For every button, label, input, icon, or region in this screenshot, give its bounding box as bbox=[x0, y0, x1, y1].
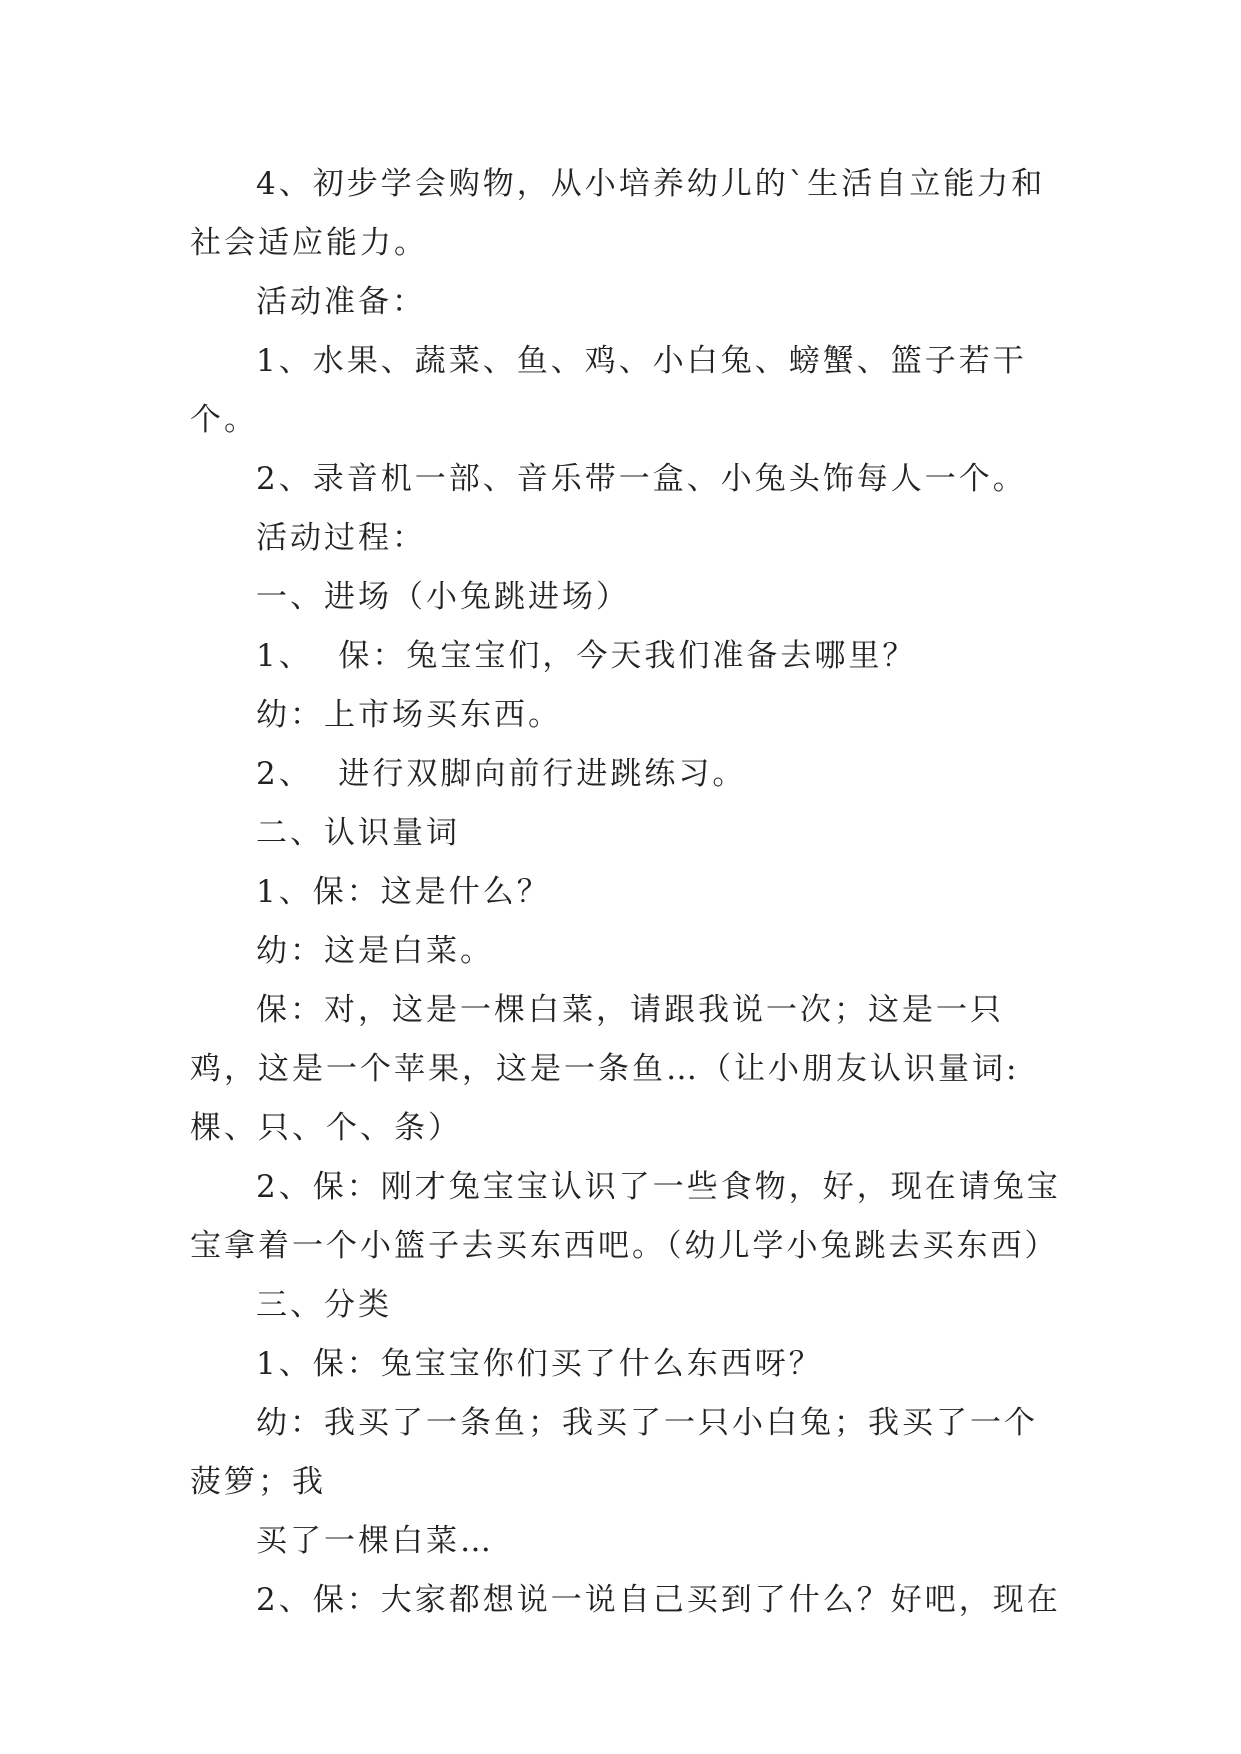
section-heading-classification: 三、分类 bbox=[256, 1287, 392, 1323]
paragraph-preparation-2: 2、录音机一部、音乐带一盒、小兔头饰每人一个。 bbox=[256, 461, 1027, 497]
document-page bbox=[190, 155, 1070, 1630]
paragraph-child-reply: 幼：上市场买东西。 bbox=[256, 697, 562, 733]
section-heading-measure-words: 二、认识量词 bbox=[256, 815, 460, 851]
paragraph-measure-2: 2、保：刚才兔宝宝认识了一些食物，好，现在请兔宝宝拿着一个小篮子去买东西吧。（幼儿学小兔跳去买东西） bbox=[190, 1169, 1061, 1264]
heading-activity-preparation: 活动准备： bbox=[256, 284, 426, 320]
paragraph-preparation-1: 1、水果、蔬菜、鱼、鸡、小白兔、螃蟹、篮子若干个。 bbox=[190, 343, 1027, 438]
paragraph-classification-2: 2、保：大家都想说一说自己买到了什么？好吧，现在 bbox=[256, 1582, 1061, 1618]
paragraph-child-purchases: 幼：我买了一条鱼；我买了一只小白兔；我买了一个菠箩；我 bbox=[190, 1405, 1038, 1500]
paragraph-teacher-measure-words: 保：对，这是一棵白菜，请跟我说一次；这是一只鸡，这是一个苹果，这是一条鱼…（让小朋友认识量词:棵、只、个、条） bbox=[190, 992, 1020, 1146]
paragraph-entrance-1: 1、 保：兔宝宝们，今天我们准备去哪里？ bbox=[256, 638, 917, 674]
paragraph-goal-4: 4、初步学会购物，从小培养幼儿的`生活自立能力和社会适应能力。 bbox=[190, 166, 1046, 261]
paragraph-entrance-2: 2、 进行双脚向前行进跳练习。 bbox=[256, 756, 747, 792]
paragraph-child-reply: 幼：这是白菜。 bbox=[256, 933, 494, 969]
section-heading-entrance: 一、进场（小兔跳进场） bbox=[256, 579, 630, 615]
paragraph-measure-1: 1、保：这是什么？ bbox=[256, 874, 551, 910]
heading-activity-process: 活动过程： bbox=[256, 520, 426, 556]
paragraph-child-purchases-continued: 买了一棵白菜… bbox=[256, 1523, 494, 1559]
paragraph-classification-1: 1、保：兔宝宝你们买了什么东西呀？ bbox=[256, 1346, 823, 1382]
